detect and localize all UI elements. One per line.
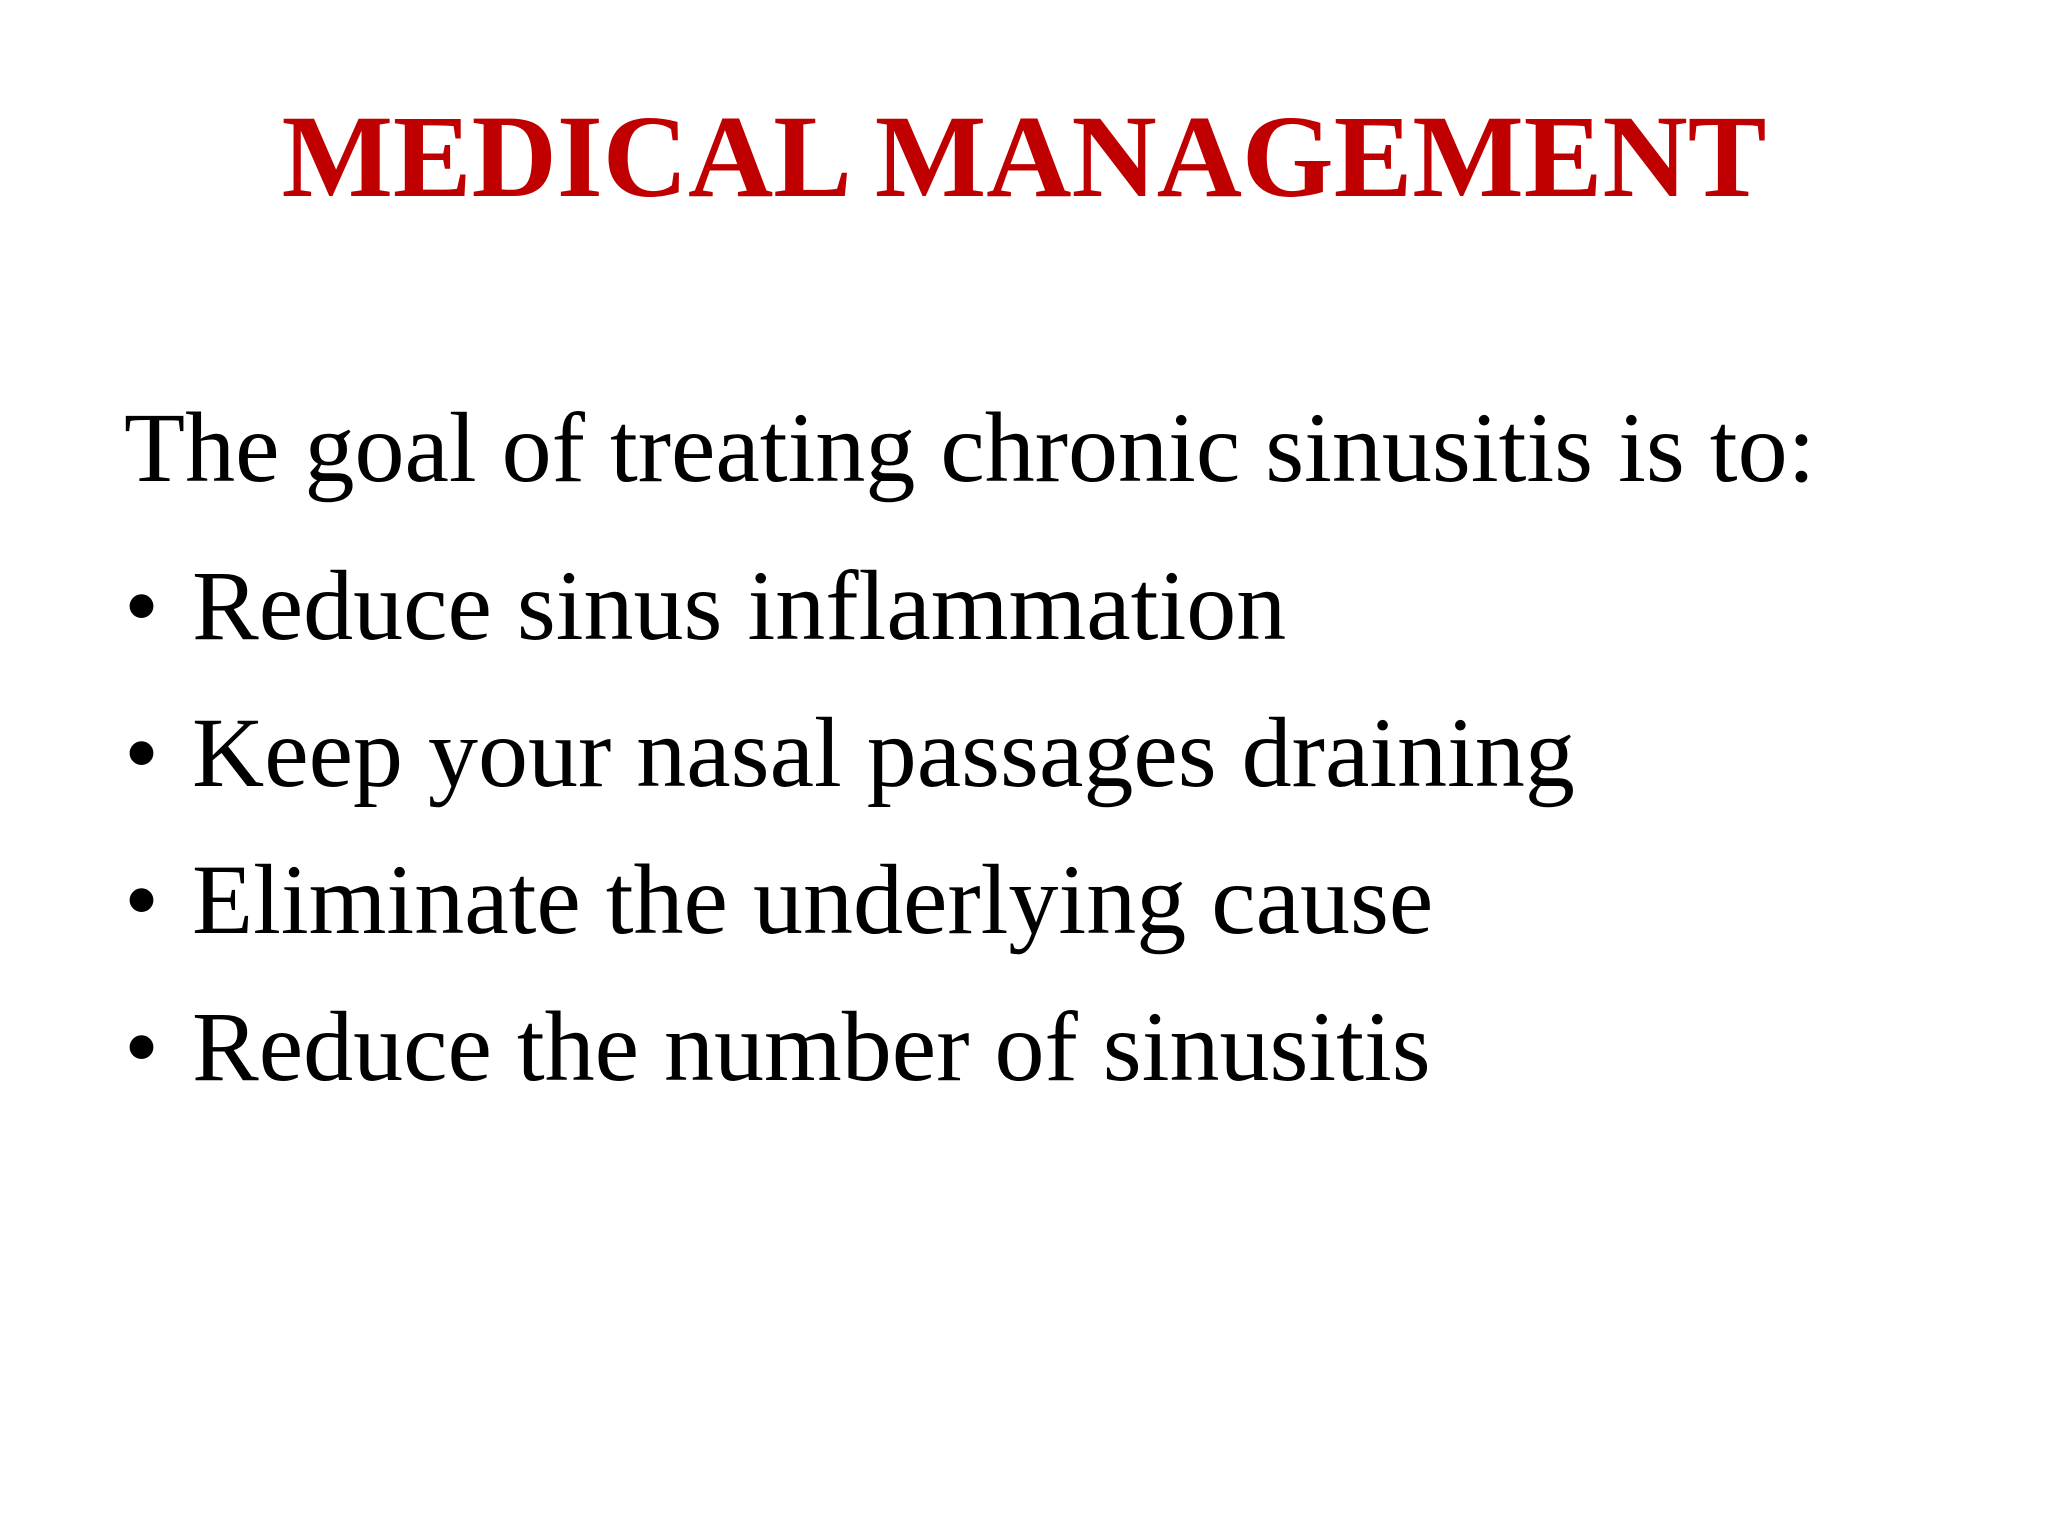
bullet-icon: • (124, 844, 160, 955)
bullet-text: Reduce sinus inflammation (192, 550, 1287, 661)
bullet-text: Eliminate the underlying cause (192, 844, 1434, 955)
bullet-item (124, 973, 1575, 1120)
bullet-text: Keep your nasal passages draining (192, 697, 1575, 808)
bullet-icon: • (124, 550, 160, 661)
bullet-icon: • (124, 697, 160, 808)
slide-title: MEDICAL MANAGEMENT (281, 91, 1767, 222)
bullet-item (124, 532, 1575, 679)
bullet-list (124, 532, 1575, 1120)
bullet-icon: • (124, 991, 160, 1102)
bullet-item (124, 679, 1575, 826)
intro-text: The goal of treating chronic sinusitis is to: (124, 392, 1816, 503)
bullet-text: Reduce the number of sinusitis (192, 991, 1431, 1102)
bullet-item (124, 826, 1575, 973)
